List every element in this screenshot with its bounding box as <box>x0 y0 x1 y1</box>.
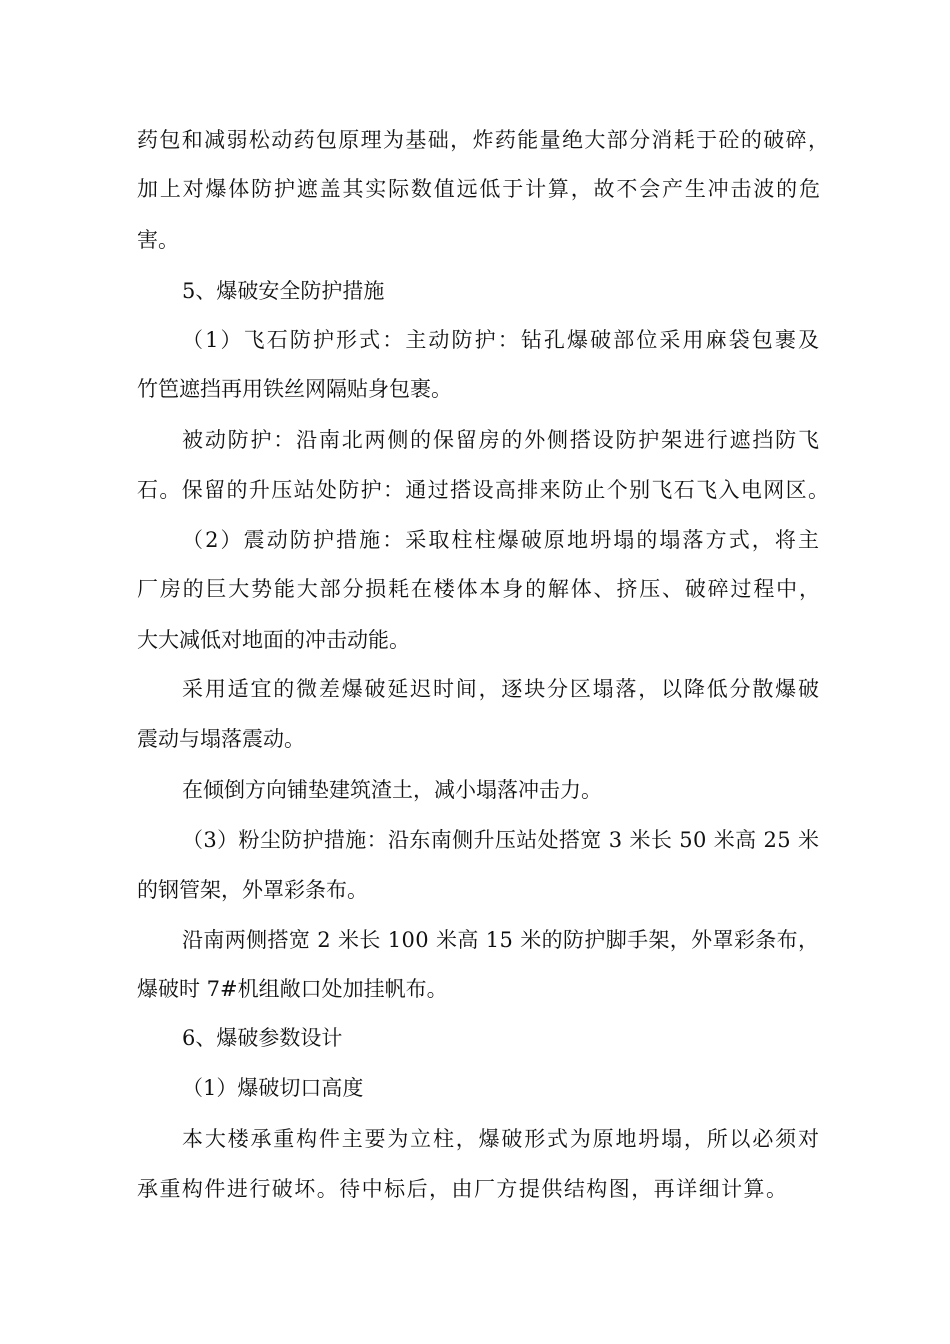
text-line: （1）飞石防护形式：主动防护：钻孔爆破部位采用麻袋包裹及 <box>182 328 822 352</box>
text-line: （3）粉尘防护措施：沿东南侧升压站处搭宽 3 米长 50 米高 25 米 <box>182 828 820 852</box>
text-line: 采用适宜的微差爆破延迟时间，逐块分区塌落，以降低分散爆破 <box>182 677 821 701</box>
text-line: 震动与塌落震动。 <box>137 727 305 751</box>
text-line: （2）震动防护措施：采取柱柱爆破原地坍塌的塌落方式，将主 <box>182 528 822 552</box>
section-heading: 6、爆破参数设计 <box>182 1026 343 1050</box>
text-line: 药包和减弱松动药包原理为基础，炸药能量绝大部分消耗于砼的破碎， <box>137 128 831 152</box>
text-line: 竹笆遮挡再用铁丝网隔贴身包裹。 <box>137 377 452 401</box>
text-line: 大大减低对地面的冲击动能。 <box>137 628 410 652</box>
text-line: 被动防护：沿南北两侧的保留房的外侧搭设防护架进行遮挡防飞 <box>182 428 821 452</box>
text-line: 的钢管架，外罩彩条布。 <box>137 878 368 902</box>
text-line: 厂房的巨大势能大部分损耗在楼体本身的解体、挤压、破碎过程中， <box>137 577 822 601</box>
text-line: 在倾倒方向铺垫建筑渣土，减小塌落冲击力。 <box>182 778 602 802</box>
text-line: 石。保留的升压站处防护：通过搭设高排来防止个别飞石飞入电网区。 <box>137 478 831 502</box>
text-line: 承重构件进行破坏。待中标后，由厂方提供结构图，再详细计算。 <box>137 1177 789 1201</box>
section-heading: 5、爆破安全防护措施 <box>182 279 385 303</box>
text-line: 加上对爆体防护遮盖其实际数值远低于计算，故不会产生冲击波的危 <box>137 177 822 201</box>
text-line: 本大楼承重构件主要为立柱，爆破形式为原地坍塌，所以必须对 <box>182 1127 821 1151</box>
subsection-heading: （1）爆破切口高度 <box>182 1076 364 1100</box>
text-line: 沿南两侧搭宽 2 米长 100 米高 15 米的防护脚手架，外罩彩条布， <box>182 928 820 952</box>
text-line: 爆破时 7#机组敞口处加挂帆布。 <box>137 977 448 1001</box>
text-line: 害。 <box>137 228 179 252</box>
